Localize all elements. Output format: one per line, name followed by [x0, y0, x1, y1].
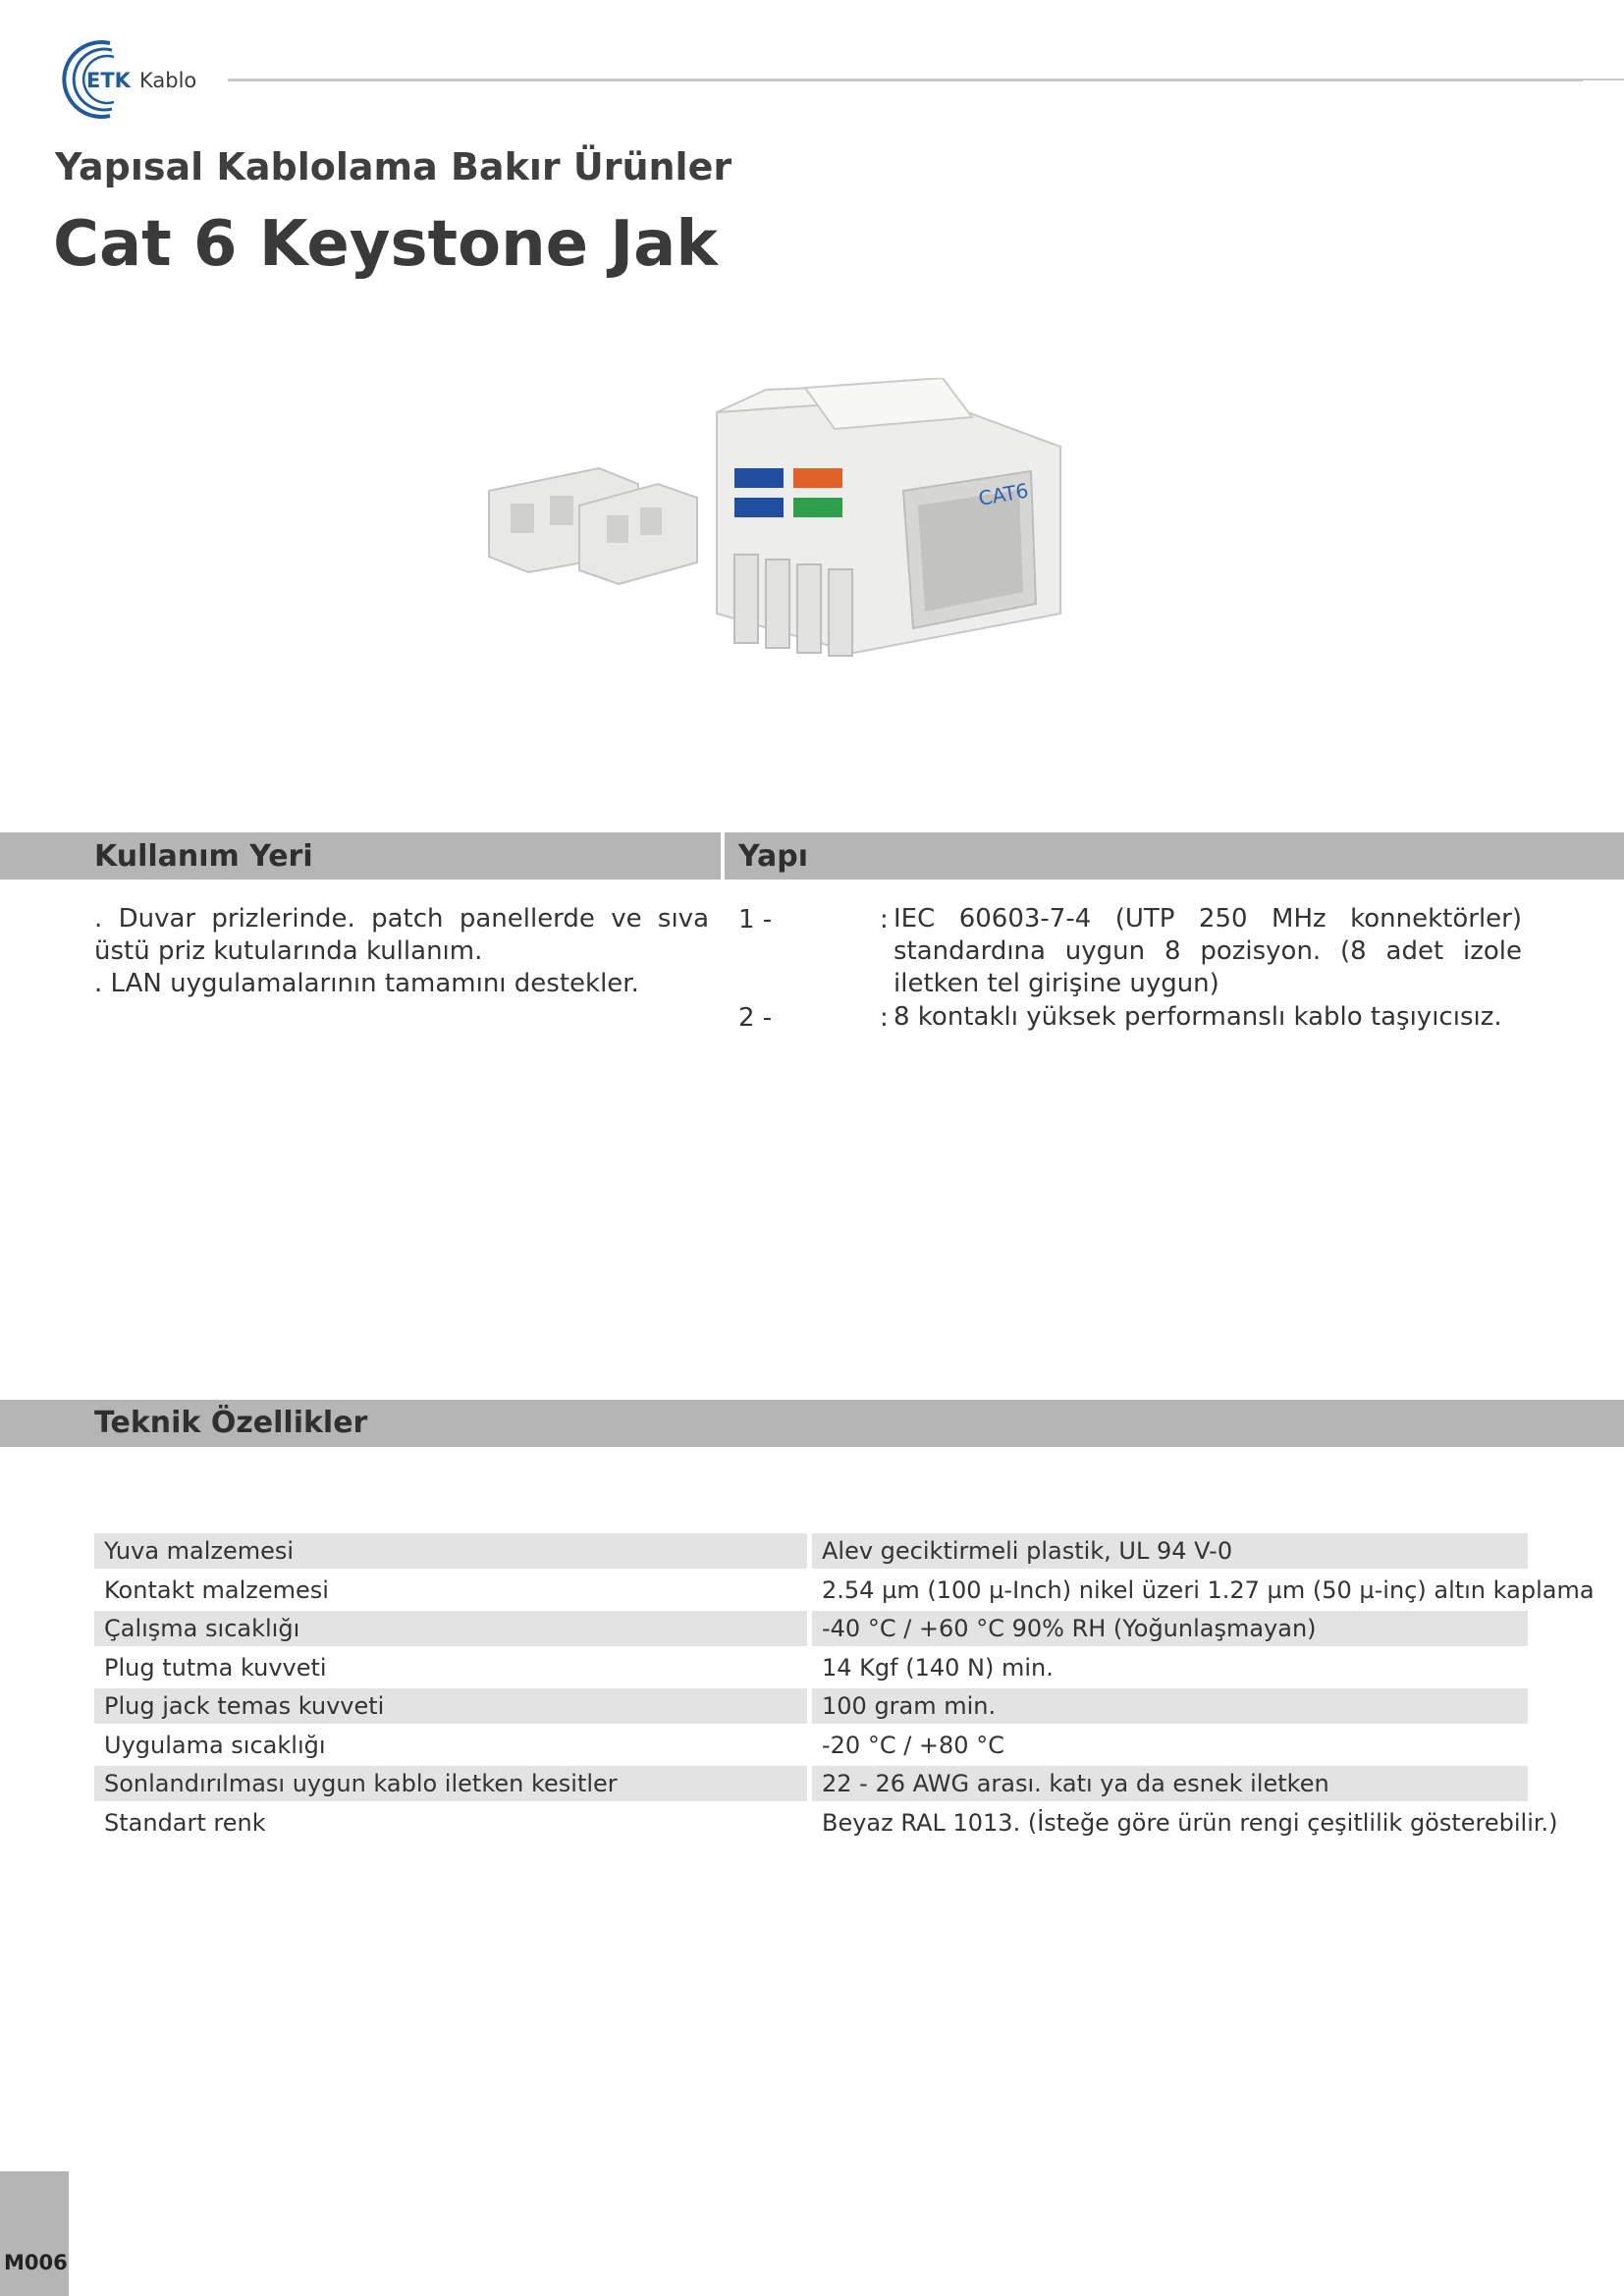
spec-label: Çalışma sıcaklığı [94, 1611, 807, 1646]
spec-label: Plug jack temas kuvveti [94, 1688, 807, 1724]
table-row [94, 1533, 1528, 1573]
page-title: Cat 6 Keystone Jak [53, 208, 718, 281]
usage-line: . LAN uygulamalarının tamamını destekler. [94, 969, 639, 998]
spec-label: Uygulama sıcaklığı [104, 1731, 326, 1759]
specs-table [94, 1533, 1595, 1843]
spec-value: Alev geciktirmeli plastik, UL 94 V-0 [812, 1533, 1528, 1569]
header-divider-end [1583, 79, 1624, 80]
structure-item-number: 2 - [738, 1003, 773, 1033]
usage-text [94, 903, 709, 1000]
spec-label: Plug tutma kuvveti [104, 1653, 327, 1682]
spec-value: 14 Kgf (140 N) min. [822, 1653, 1054, 1682]
table-row [94, 1805, 1558, 1844]
spec-value: 2.54 µm (100 µ-Inch) nikel üzeri 1.27 µm (50 µ-inç) altın kaplama [822, 1575, 1595, 1604]
spec-label: Sonlandırılması uygun kablo iletken kesitler [94, 1766, 807, 1801]
spec-label: Standart renk [104, 1808, 266, 1837]
table-row [94, 1688, 1528, 1728]
structure-header-bar [725, 832, 1624, 880]
table-row [94, 1650, 1528, 1689]
structure-item-number: 1 - [738, 905, 773, 934]
structure-item-separator: : [880, 1003, 889, 1033]
spec-value: 22 - 26 AWG arası. katı ya da esnek iletken [812, 1766, 1528, 1801]
spec-label: Kontakt malzemesi [104, 1575, 329, 1604]
page-subtitle: Yapısal Kablolama Bakır Ürünler [55, 145, 732, 188]
logo-text-kablo: Kablo [139, 69, 197, 92]
specs-heading: Teknik Özellikler [94, 1406, 368, 1440]
structure-heading: Yapı [738, 839, 808, 874]
page-code: M006 [4, 2251, 68, 2274]
page-number-tab [0, 2171, 69, 2296]
table-row [94, 1611, 1528, 1650]
spec-value: -40 °C / +60 °C 90% RH (Yoğunlaşmayan) [812, 1611, 1528, 1646]
header-divider [228, 79, 1583, 81]
spec-value: -20 °C / +80 °C [822, 1731, 1004, 1759]
structure-item-text: IEC 60603-7-4 (UTP 250 MHz konnektörler) standardına uygun 8 pozisyon. (8 adet izole iletken tel girişine uygun) [893, 904, 1522, 998]
cat6-marking: CAT6 [976, 478, 1031, 510]
spec-value: Beyaz RAL 1013. (İsteğe göre ürün rengi çeşitlilik gösterebilir.) [822, 1808, 1558, 1837]
table-row [94, 1728, 1528, 1767]
structure-item-text: 8 kontaklı yüksek performanslı kablo taşıyıcısız. [893, 1002, 1502, 1032]
usage-heading: Kullanım Yeri [94, 839, 313, 874]
table-row [94, 1766, 1528, 1805]
table-row [94, 1573, 1595, 1612]
usage-line: . Duvar prizlerinde. patch panellerde ve sıva üstü priz kutularında kullanım. [94, 904, 709, 966]
logo-text-etk: ETK [86, 69, 131, 92]
spec-value: 100 gram min. [812, 1688, 1528, 1724]
spec-label: Yuva malzemesi [94, 1533, 807, 1569]
structure-item-separator: : [880, 905, 889, 934]
keystone-jack-image [481, 378, 1070, 663]
